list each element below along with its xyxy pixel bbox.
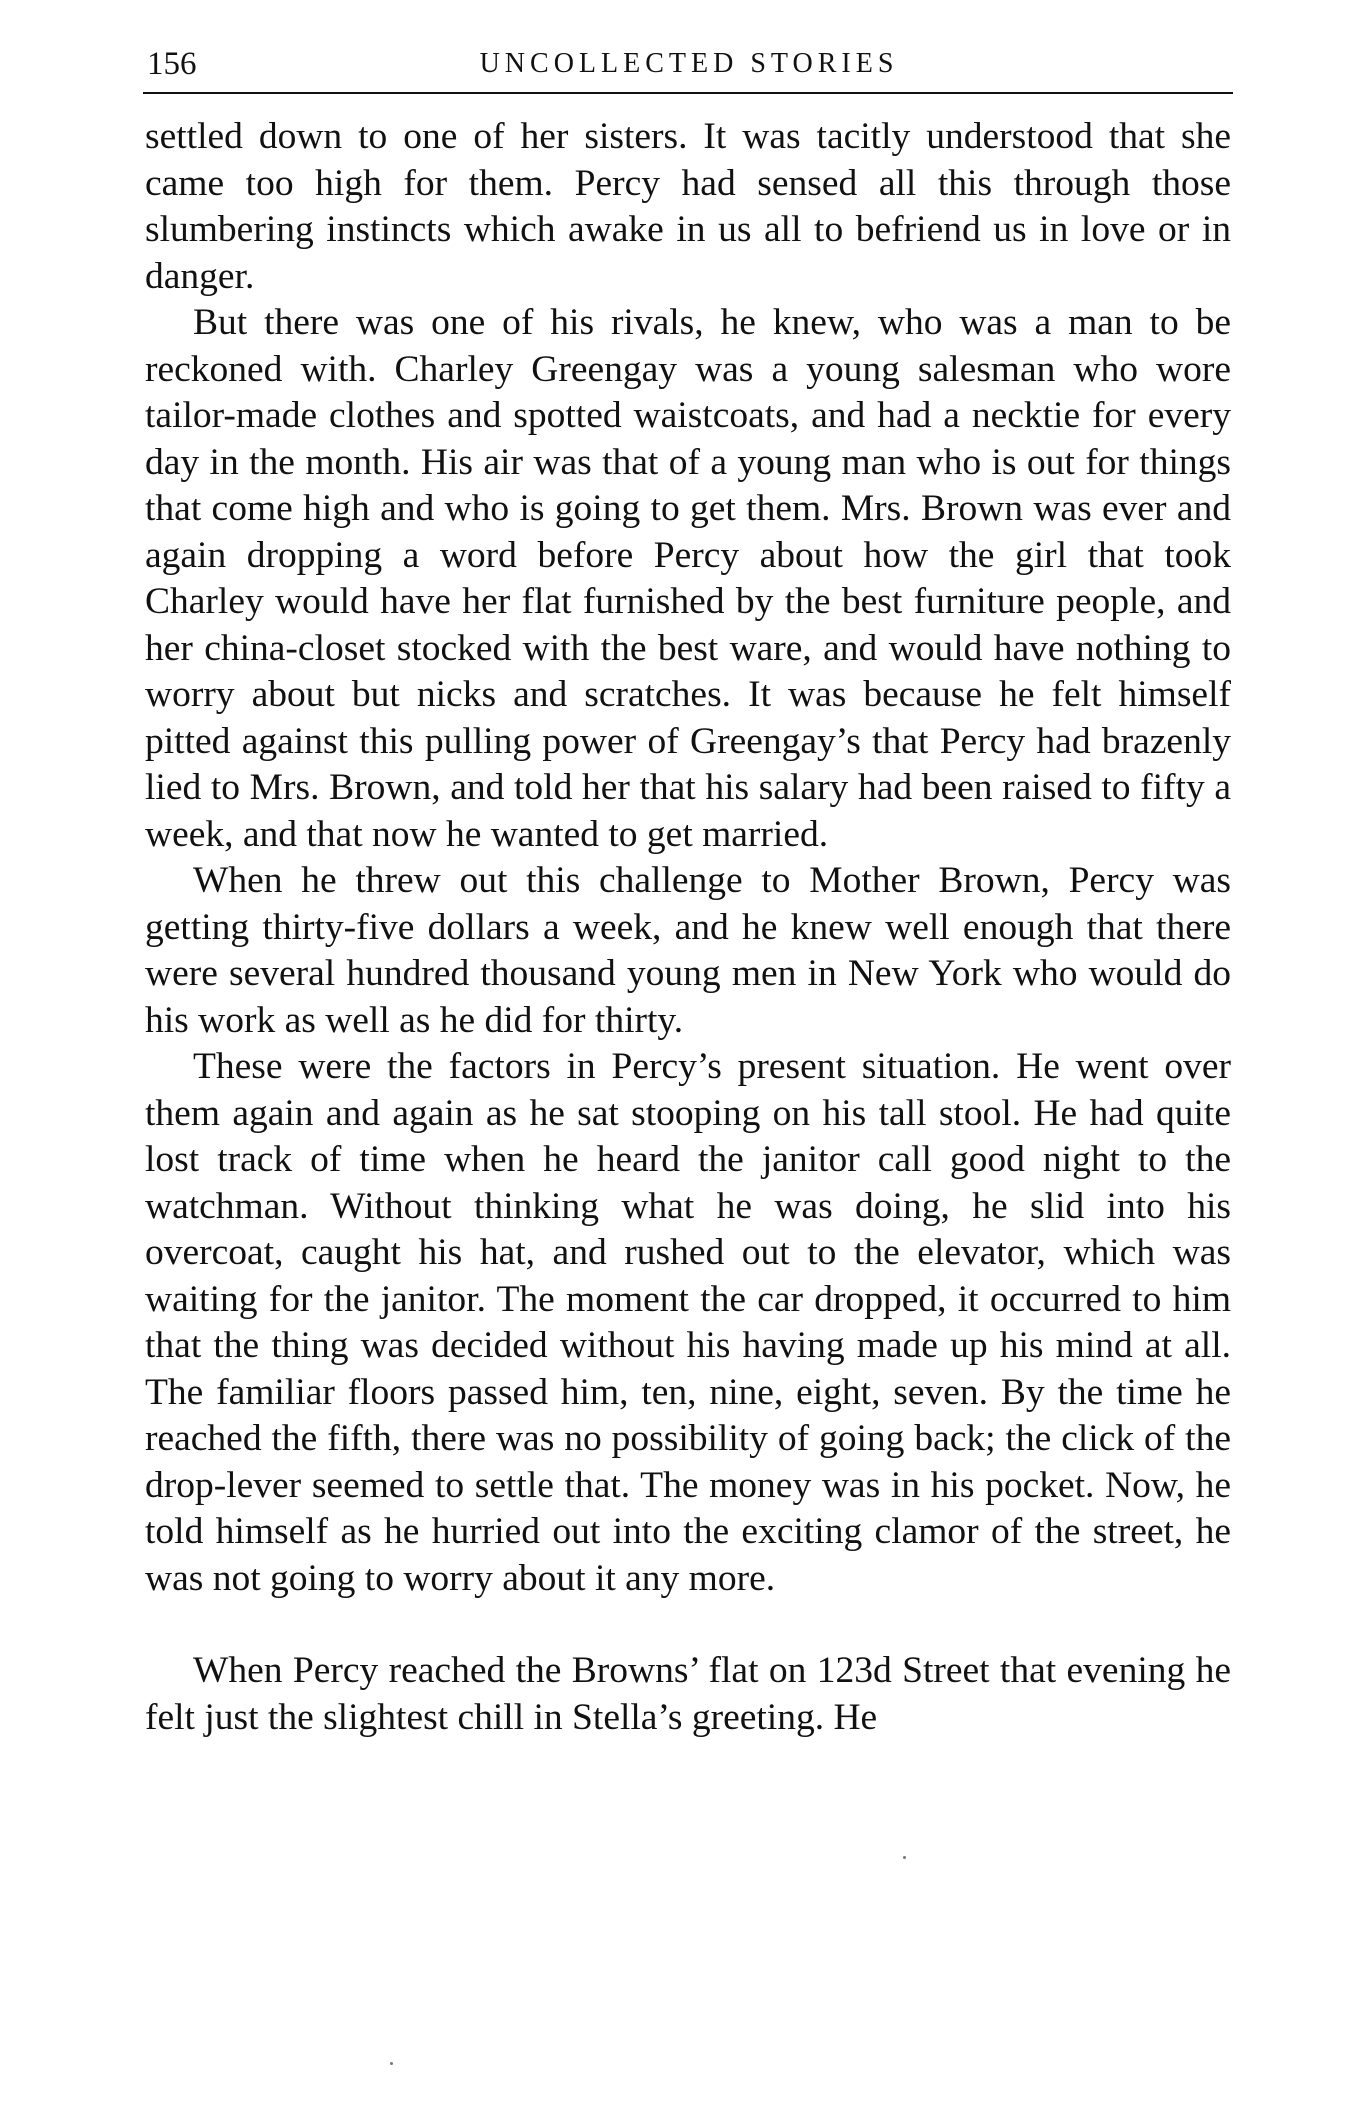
paragraph-factors: These were the factors in Percy’s present situation. He went over them again and again as he sat stooping on his tall stool. He had quite lost track of time when he heard the janitor call good night to the watchman. Without thinking what he was doing, he slid into his overcoat, caught his hat, and rushed out to the elevator, which was waiting for the janitor. The moment the car dropped, it occurred to him that the thing was decided without his having made up his mind at all. The familiar floors passed him, ten, nine, eight, seven. By the time he reached the fifth, there was no possibility of going back; the click of the drop-lever seemed to settle that. The money was in his pocket. Now, he told himself as he hurried out into the exciting clamor of the street, he was not going to worry about it any more. [145,1046,1231,1599]
stray-mark [903,1856,906,1859]
paragraph-browns-flat: When Percy reached the Browns’ flat on 123d Street that evening he felt just the slightest chill in Stella’s greeting. He [145,1650,1231,1738]
paragraph-charley-greengay: But there was one of his rivals, he knew, who was a man to be reckoned with. Charley Greengay was a young salesman who wore tailor-made clothes and spotted waistcoats, and had a necktie for every day in the month. His air was that of a young man who is out for things that come high and who is going to get them. Mrs. Brown was ever and again dropping a word before Percy about how the girl that took Charley would have her flat furnished by the best furniture people, and her china-closet stocked with the best ware, and would have nothing to worry about but nicks and scratches. It was because he felt himself pitted against this pulling power of Greengay’s that Percy had brazenly lied to Mrs. Brown, and told her that his salary had been raised to fifty a week, and that now he wanted to get married. [145,302,1231,855]
page-number: 156 [147,46,197,82]
running-title: UNCOLLECTED STORIES [479,48,899,79]
running-head [147,40,1231,88]
paragraph-challenge: When he threw out this challenge to Mother Brown, Percy was getting thirty-five dollars a week, and he knew well enough that there were several hundred thousand young men in New York who would do his work as well as he did for thirty. [145,860,1231,1041]
header-rule [143,92,1233,94]
stray-mark [390,2062,393,2065]
body-text [145,114,1231,1741]
paragraph-continued: settled down to one of her sisters. It was tacitly understood that she came too high for them. Percy had sensed all this through those slumbering instincts which awake in us all to befriend us in love or in danger. [145,116,1231,297]
